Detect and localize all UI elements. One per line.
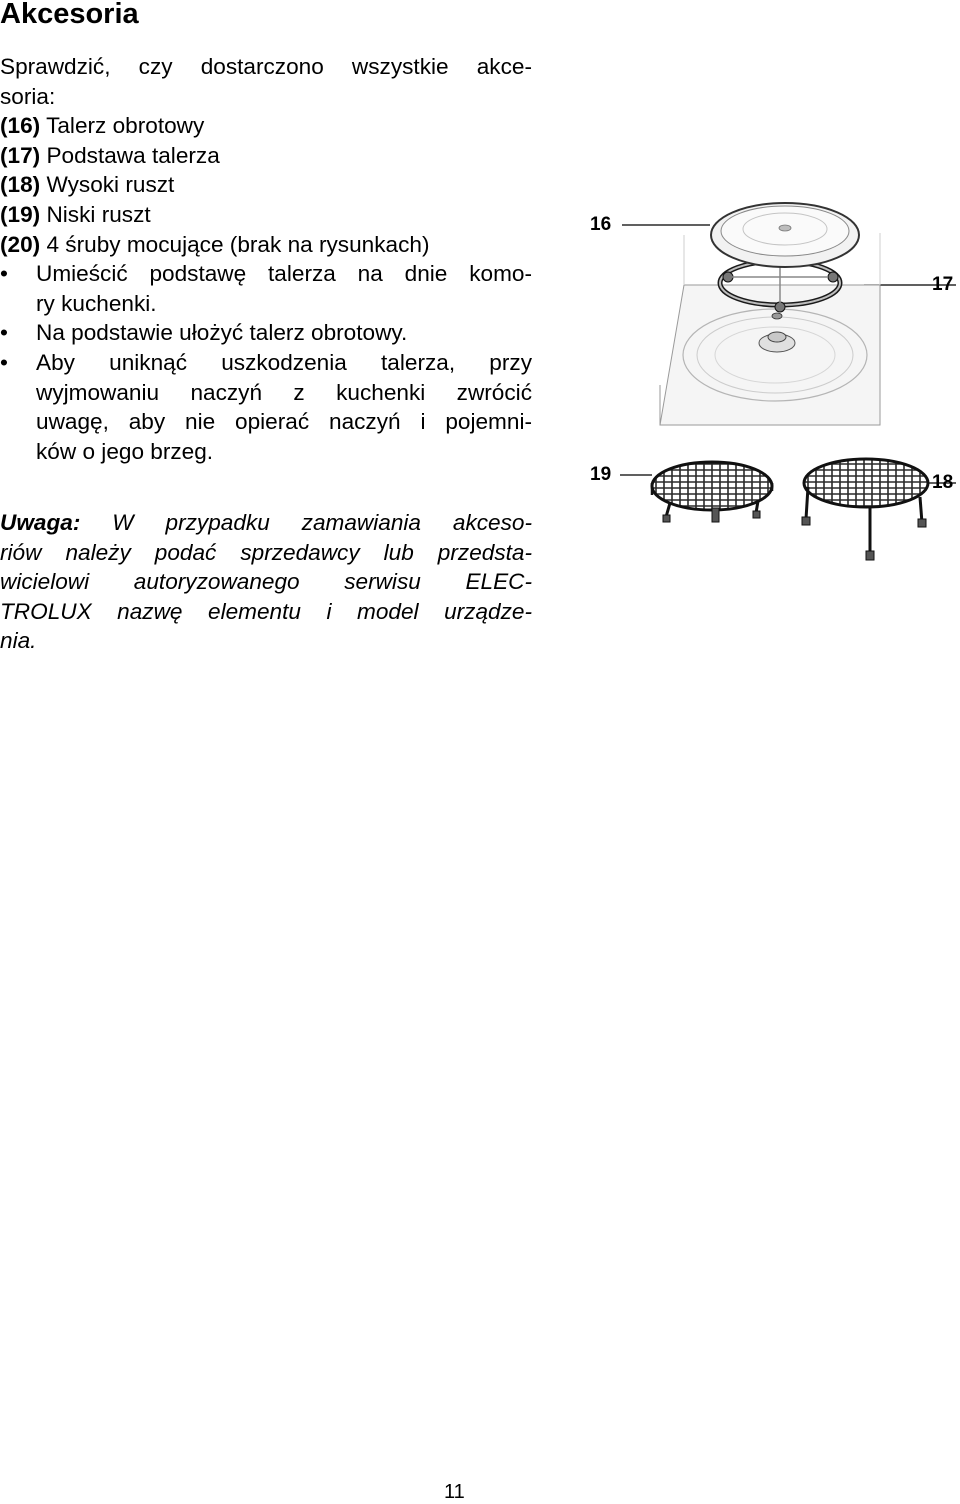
accessory-item-20: (20) 4 śruby mocujące (brak na rysunkach) <box>0 231 430 257</box>
accessory-item-18: (18) Wysoki ruszt <box>0 172 175 198</box>
high-rack <box>802 459 928 560</box>
bullet-icon: • <box>0 320 8 346</box>
label-16: 16 <box>590 214 612 235</box>
accessories-text <box>0 52 532 466</box>
bullet-icon: • <box>0 349 8 375</box>
bullet-item <box>0 259 532 318</box>
note-line: nia. <box>0 628 37 654</box>
page-title: Akcesoria <box>0 0 139 30</box>
accessory-item-19: (19) Niski ruszt <box>0 201 151 227</box>
bullet-line: uwagę, aby nie opierać naczyń i pojemni- <box>36 409 532 435</box>
bullet-line: Aby uniknąć uszkodzenia talerza, przy <box>36 349 532 375</box>
note-paragraph <box>0 508 532 656</box>
accessories-illustration <box>580 185 960 575</box>
note-line: riów należy podać sprzedawcy lub przedsta- <box>0 539 532 565</box>
bullet-line: Na podstawie ułożyć talerz obrotowy. <box>36 320 408 346</box>
bullet-line: ków o jego brzeg. <box>36 438 214 464</box>
intro-line: Sprawdzić, czy dostarczono wszystkie akce- <box>0 54 532 79</box>
accessory-item-17: (17) Podstawa talerza <box>0 142 220 168</box>
label-19: 19 <box>590 464 612 485</box>
intro-line: soria: <box>0 83 56 109</box>
low-rack <box>652 462 772 522</box>
label-17: 17 <box>932 274 954 295</box>
accessory-item-16: (16) Talerz obrotowy <box>0 113 205 139</box>
bullet-line: wyjmowaniu naczyń z kuchenki zwrócić <box>36 379 532 405</box>
page-number: 11 <box>444 1481 465 1503</box>
label-18: 18 <box>932 472 954 493</box>
note-line: Uwaga: W przypadku zamawiania akceso- <box>0 510 533 535</box>
bullet-icon: • <box>0 261 8 287</box>
accessories-drawing <box>580 185 960 575</box>
glass-turntable <box>711 203 859 267</box>
bullet-line: Umieścić podstawę talerza na dnie komo- <box>36 261 532 287</box>
note-label: Uwaga: <box>0 510 81 535</box>
note-line: TROLUX nazwę elementu i model urządze- <box>0 598 532 624</box>
bullet-item <box>0 318 532 348</box>
bullet-item <box>0 348 532 466</box>
bullet-line: ry kuchenki. <box>36 290 157 316</box>
note-line: wicielowi autoryzowanego serwisu ELEC- <box>0 569 532 595</box>
